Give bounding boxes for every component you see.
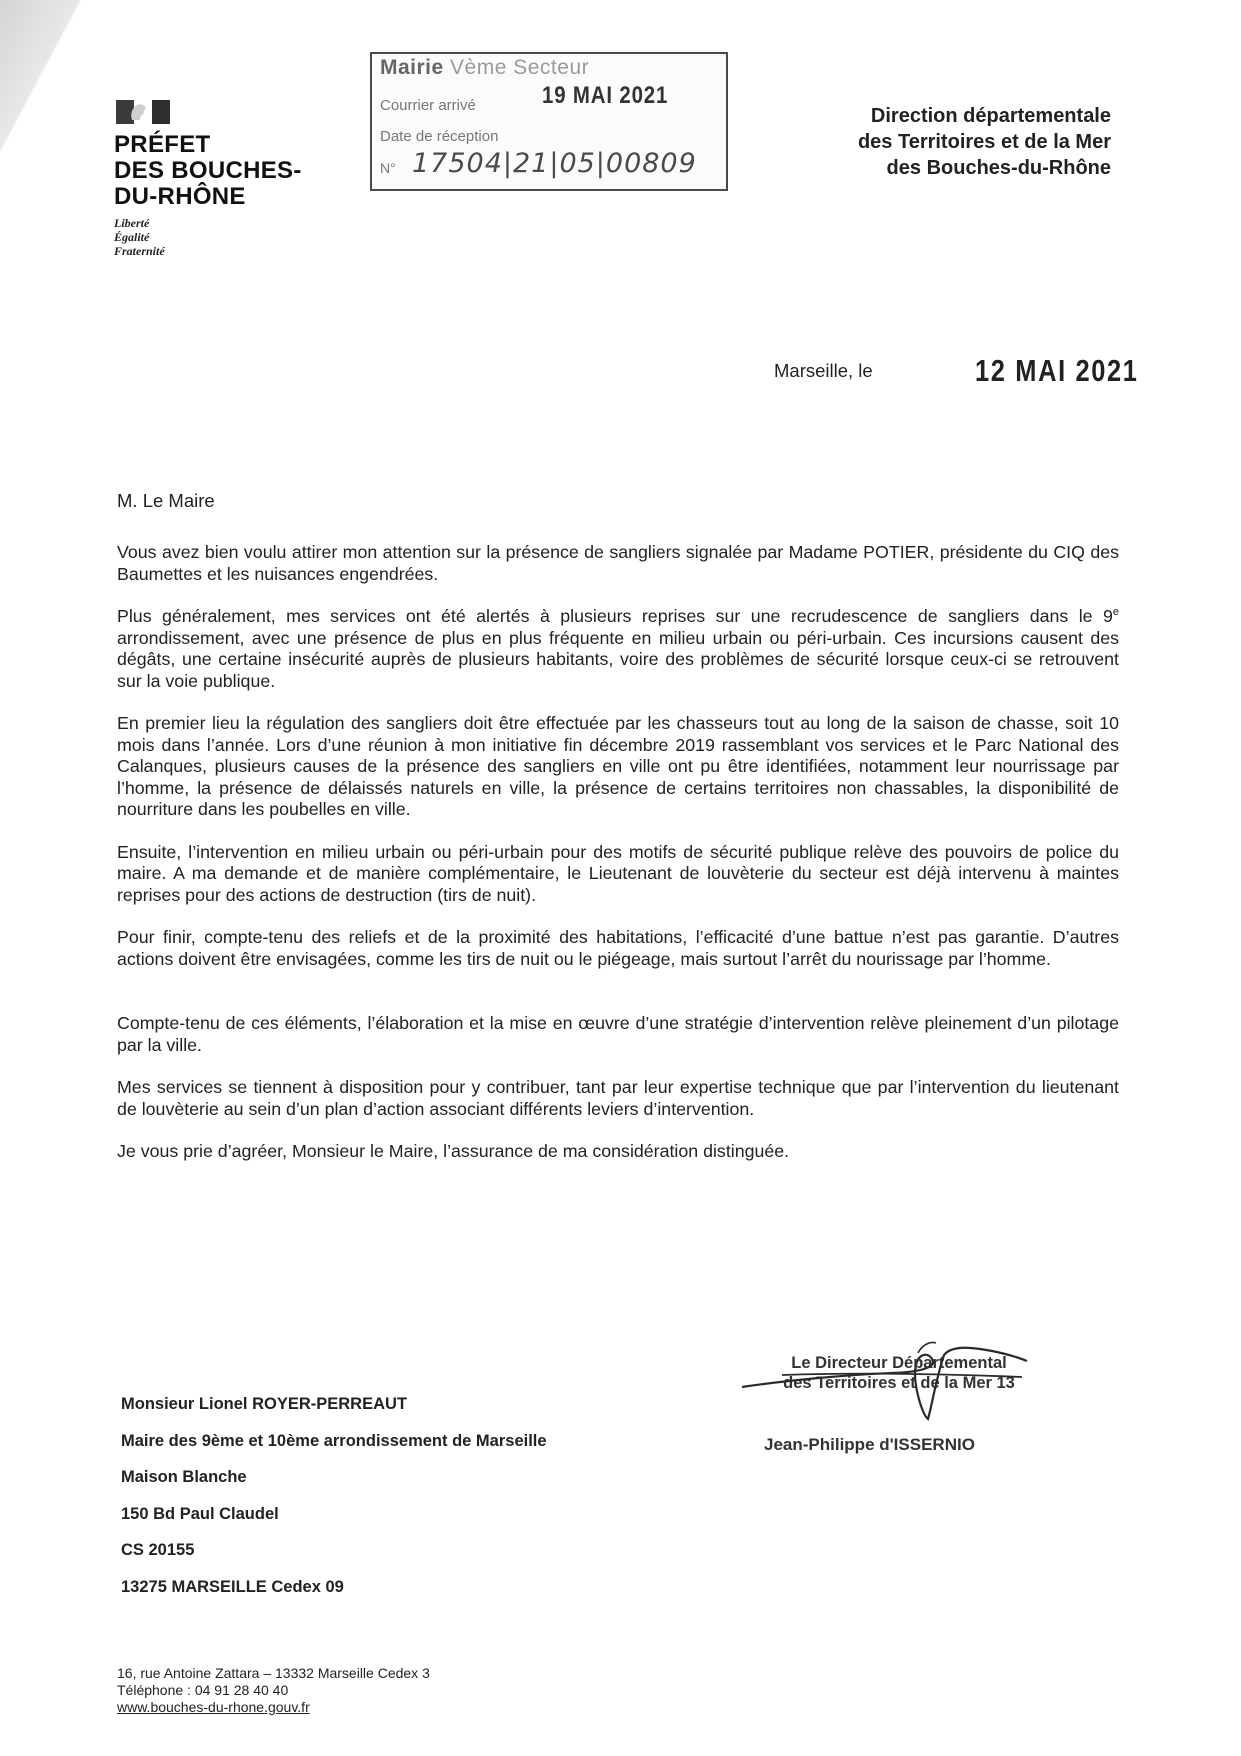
footer-phone: Téléphone : 04 91 28 40 40 bbox=[117, 1682, 289, 1698]
department-header: Direction départementale des Territoires et de la Mer des Bouches-du-Rhône bbox=[857, 105, 1111, 179]
footer-address: 16, rue Antoine Zattara – 13332 Marseille Cedex 3 bbox=[117, 1665, 430, 1681]
letter-date: 12 MAI 2021 bbox=[975, 353, 1139, 388]
paragraph: Vous avez bien voulu attirer mon attention sur la présence de sangliers signalée par Madame POTIER, présidente du CIQ des Baumettes et les nuisances engendrées. bbox=[117, 542, 1119, 584]
closing-paragraph: Je vous prie d’agréer, Monsieur le Maire, l’assurance de ma considération distinguée. bbox=[117, 1141, 790, 1161]
prefecture-logo bbox=[114, 100, 334, 258]
letter-place: Marseille, le bbox=[774, 360, 873, 381]
stamp-number-prefix: N° bbox=[380, 160, 396, 176]
prefecture-title: PRÉFET DES BOUCHES- DU-RHÔNE bbox=[114, 131, 302, 210]
paragraph: Pour finir, compte-tenu des reliefs et de la proximité des habitations, l’efficacité d’une battue n’est pas garantie. D’autres actions doivent être envisagées, comme les tirs de nuit ou le piégeage, mais surtout l’arrêt du nourissage par l’homme. bbox=[117, 927, 1119, 969]
signature-title: Le Directeur Départemental des Territoires et de la Mer 13 bbox=[783, 1354, 1015, 1392]
recipient-address: Monsieur Lionel ROYER-PERREAUT Maire des 9ème et 10ème arrondissement de Marseille Maison Blanche 150 Bd Paul Claudel CS 20155 13275 MARSEILLE Cedex 09 bbox=[121, 1395, 547, 1596]
handwritten-signature-icon bbox=[722, 1315, 1062, 1425]
paragraph: Mes services se tiennent à disposition pour y contribuer, tant par leur expertise technique que par l’intervention du lieutenant de louvèterie au sein d’un plan d’action associant différents leviers d’intervention. bbox=[117, 1077, 1119, 1119]
signature-block bbox=[752, 1345, 1082, 1455]
footer-website-link[interactable]: www.bouches-du-rhone.gouv.fr bbox=[117, 1699, 310, 1715]
salutation: M. Le Maire bbox=[117, 490, 215, 511]
marianne-profile-icon bbox=[128, 102, 150, 122]
marianne-flag-icon bbox=[116, 100, 170, 124]
stamp-reception-label: Date de réception bbox=[380, 128, 499, 145]
letter-body bbox=[117, 490, 1119, 1184]
paragraph: Plus généralement, mes services ont été alertés à plusieurs reprises sur une recrudescence de sangliers dans le 9e arrondissement, avec une présence de plus en plus fréquente en milieu urbain ou péri-urbain. Ces incursions causent des dégâts, une certaine insécurité auprès de plusieurs habitants, voire des problèmes de sécurité lorsque ceux-ci se retrouvent sur la voie publique. bbox=[117, 606, 1119, 691]
reception-stamp: Mairie Vème Secteur Courrier arrivé 19 MAI 2021 Date de réception N° 17504|21|05|00809 bbox=[370, 52, 728, 191]
paragraph: Ensuite, l’intervention en milieu urbain ou péri-urbain pour des motifs de sécurité publique relève des pouvoirs de police du maire. A ma demande et de manière complémentaire, le Lieutenant de louvèterie du secteur est déjà intervenu à maintes reprises pour des actions de destruction (tirs de nuit). bbox=[117, 841, 1119, 905]
republic-motto: Liberté Égalité Fraternité bbox=[114, 216, 165, 258]
stamp-received-label: Courrier arrivé bbox=[380, 97, 476, 114]
paragraph: En premier lieu la régulation des sangliers doit être effectuée par les chasseurs tout au long de la saison de chasse, soit 10 mois dans l’année. Lors d’une réunion à mon initiative fin décembre 2019 rassemblant vos services et le Parc National des Calanques, plusieurs causes de la présence des sangliers en ville ont pu être identifiées, notamment leur nourrissage par l’homme, la présence de délaissés naturels en ville, la présence de certains territoires non chassables, la disponibilité de nourriture dans les poubelles en ville. bbox=[117, 713, 1119, 819]
stamp-number: 17504|21|05|00809 bbox=[412, 148, 697, 179]
stamp-received-date: 19 MAI 2021 bbox=[542, 82, 669, 109]
paragraph: Compte-tenu de ces éléments, l’élaboration et la mise en œuvre d’une stratégie d’intervention relève pleinement d’un pilotage par la ville. bbox=[117, 1013, 1119, 1055]
signatory-name: Jean-Philippe d'ISSERNIO bbox=[764, 1435, 975, 1454]
footer bbox=[117, 1665, 430, 1716]
